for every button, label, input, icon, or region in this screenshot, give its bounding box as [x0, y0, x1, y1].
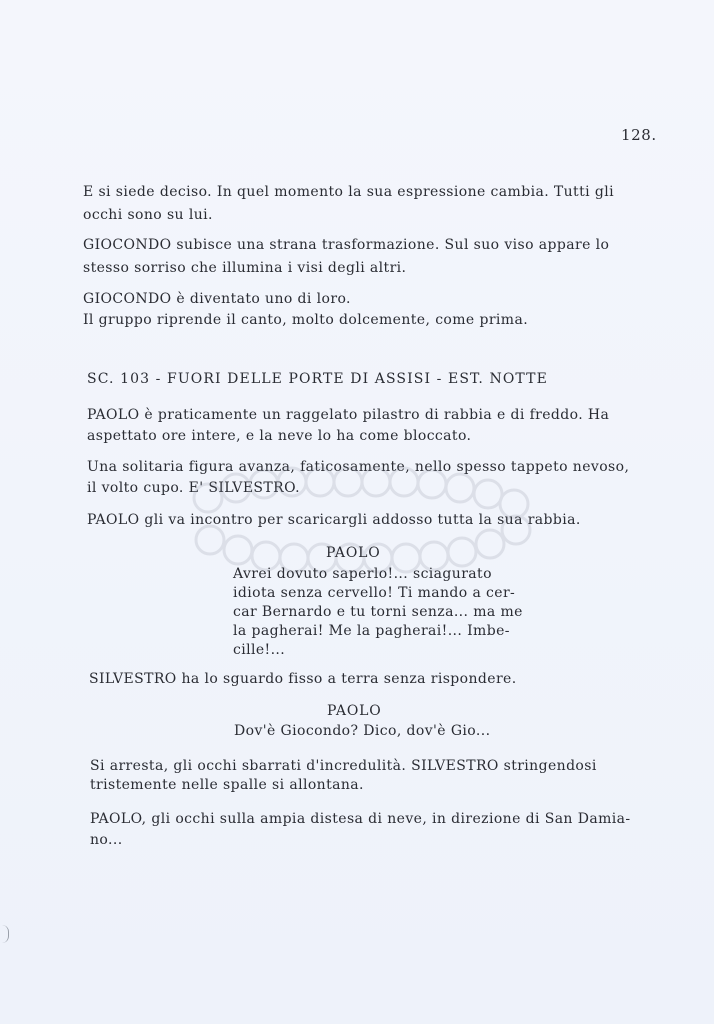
paragraph-2-line-2: stesso sorriso che illumina i visi degli altri. — [83, 260, 407, 276]
paragraph-2-line-1: GIOCONDO subisce una strana trasformazione. Sul suo viso appare lo — [83, 237, 610, 253]
dialogue-1-line-5: cille!... — [233, 642, 286, 658]
scene-heading: SC. 103 - FUORI DELLE PORTE DI ASSISI - EST. NOTTE — [87, 371, 548, 387]
paragraph-1-line-1: E si siede deciso. In quel momento la sua espressione cambia. Tutti gli — [83, 184, 614, 200]
dialogue-1-line-3: car Bernardo e tu torni senza... ma me — [233, 604, 523, 620]
page-number: 128. — [621, 126, 657, 144]
dialogue-1-line-2: idiota senza cervello! Ti mando a cer- — [233, 585, 516, 601]
paragraph-5-line-2: il volto cupo. E' SILVESTRO. — [87, 480, 301, 496]
paragraph-3-line-1: GIOCONDO è diventato uno di loro. — [83, 291, 351, 307]
paragraph-8-line-2: tristemente nelle spalle si allontana. — [90, 777, 364, 793]
dialogue-2-speaker: PAOLO — [327, 703, 382, 719]
dialogue-1-line-4: la pagherai! Me la pagherai!... Imbe- — [233, 623, 510, 639]
paragraph-4-line-2: aspettato ore intere, e la neve lo ha come bloccato. — [87, 428, 472, 444]
paragraph-6-line-1: PAOLO gli va incontro per scaricargli addosso tutta la sua rabbia. — [87, 512, 581, 528]
paragraph-5-line-1: Una solitaria figura avanza, faticosamente, nello spesso tappeto nevoso, — [87, 459, 630, 475]
dialogue-1-line-1: Avrei dovuto saperlo!... sciagurato — [233, 566, 492, 582]
paragraph-7-line-1: SILVESTRO ha lo sguardo fisso a terra senza rispondere. — [89, 671, 517, 687]
paragraph-9-line-1: PAOLO, gli occhi sulla ampia distesa di neve, in direzione di San Damia- — [90, 811, 631, 827]
paragraph-3-line-2: Il gruppo riprende il canto, molto dolcemente, come prima. — [83, 312, 529, 328]
paragraph-8-line-1: Si arresta, gli occhi sbarrati d'incredulità. SILVESTRO stringendosi — [90, 758, 597, 774]
dialogue-1-speaker: PAOLO — [326, 545, 381, 561]
paragraph-4-line-1: PAOLO è praticamente un raggelato pilastro di rabbia e di freddo. Ha — [87, 407, 610, 423]
dialogue-2-line-1: Dov'è Giocondo? Dico, dov'è Gio... — [234, 723, 491, 739]
paragraph-1-line-2: occhi sono su lui. — [83, 207, 213, 223]
paragraph-9-line-2: no... — [90, 832, 123, 848]
margin-mark — [2, 925, 9, 943]
